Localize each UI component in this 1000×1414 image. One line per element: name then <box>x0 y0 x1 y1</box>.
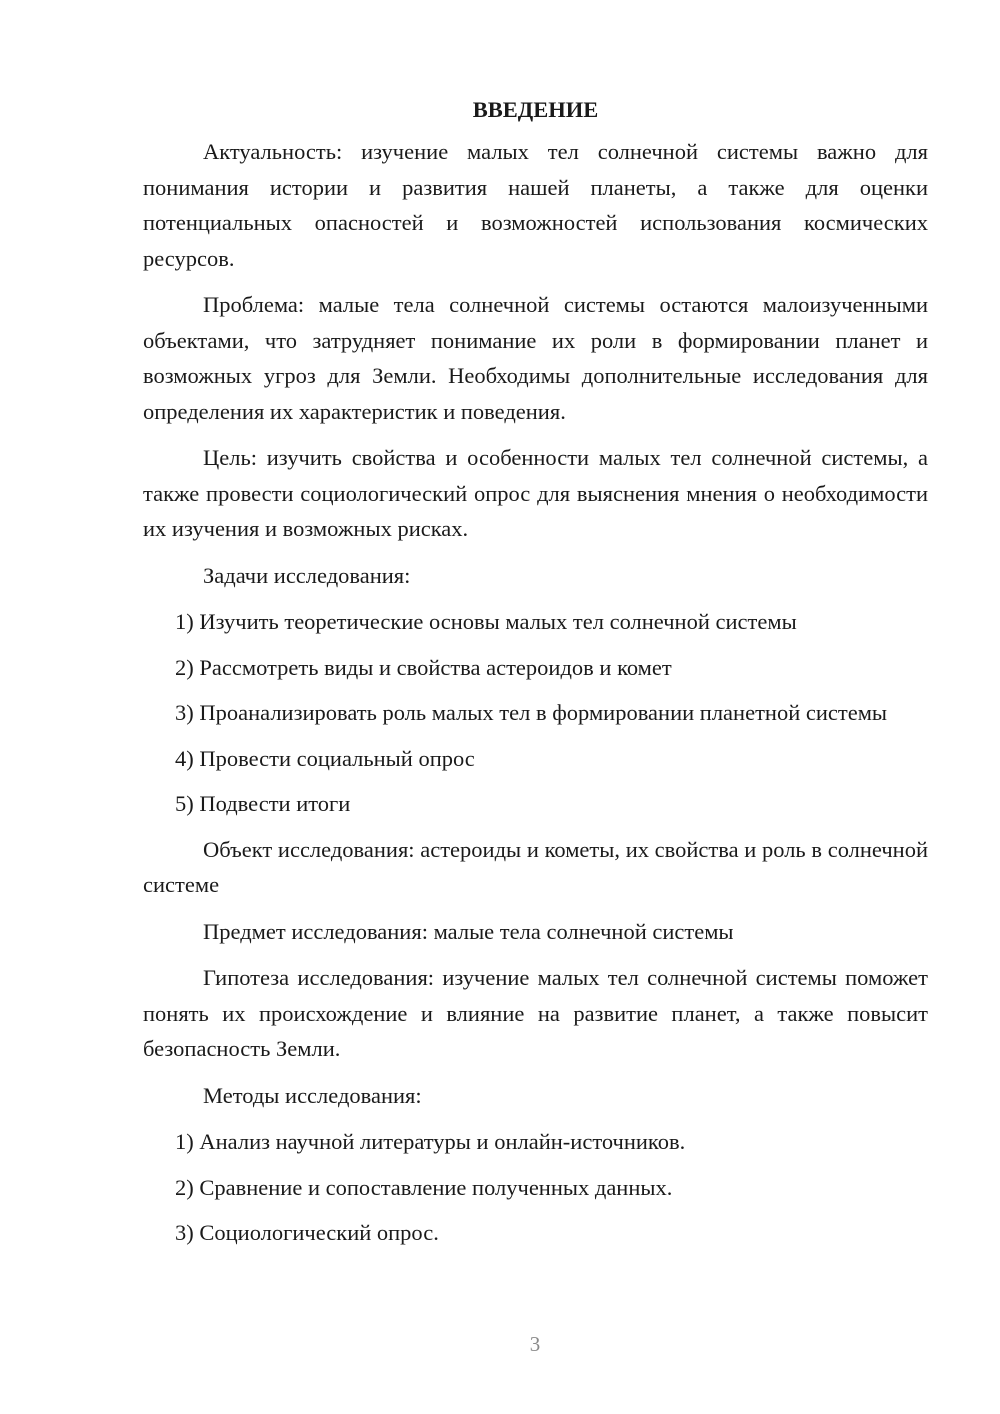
relevance-paragraph: Актуальность: изучение малых тел солнечной системы важно для понимания истории и развития нашей планеты, а также для оценки потенциальных опасностей и возможностей использования космических ресурсов. <box>143 139 928 271</box>
method-item: 2) Сравнение и сопоставление полученных данных. <box>175 1174 673 1200</box>
goal-paragraph: Цель: изучить свойства и особенности малых тел солнечной системы, а также провести социологический опрос для выяснения мнения о необходимости их изучения и возможных рисках. <box>143 445 928 541</box>
object-paragraph: Объект исследования: астероиды и кометы, их свойства и роль в солнечной системе <box>143 836 928 897</box>
task-item: 4) Провести социальный опрос <box>175 745 475 771</box>
page-content <box>143 92 928 1261</box>
page-number: 3 <box>529 1332 541 1356</box>
page-title: ВВЕДЕНИЕ <box>472 97 599 122</box>
hypothesis-paragraph: Гипотеза исследования: изучение малых тел солнечной системы поможет понять их происхождение и влияние на развитие планет, а также повысит безопасность Земли. <box>143 965 928 1061</box>
task-item: 3) Проанализировать роль малых тел в формировании планетной системы <box>175 700 888 725</box>
method-item: 1) Анализ научной литературы и онлайн-источников. <box>175 1129 686 1154</box>
problem-paragraph: Проблема: малые тела солнечной системы остаются малоизученными объектами, что затрудняет понимание их роли в формировании планет и возможных угроз для Земли. Необходимы дополнительные исследования для определения их характеристик и поведения. <box>143 292 928 424</box>
task-item: 2) Рассмотреть виды и свойства астероидов и комет <box>175 654 672 680</box>
tasks-heading: Задачи исследования: <box>203 562 411 588</box>
task-item: 5) Подвести итоги <box>175 791 351 816</box>
methods-heading: Методы исследования: <box>203 1082 422 1108</box>
method-item: 3) Социологический опрос. <box>175 1220 439 1245</box>
subject-paragraph: Предмет исследования: малые тела солнечной системы <box>203 918 734 944</box>
task-item: 1) Изучить теоретические основы малых тел солнечной системы <box>175 609 797 634</box>
